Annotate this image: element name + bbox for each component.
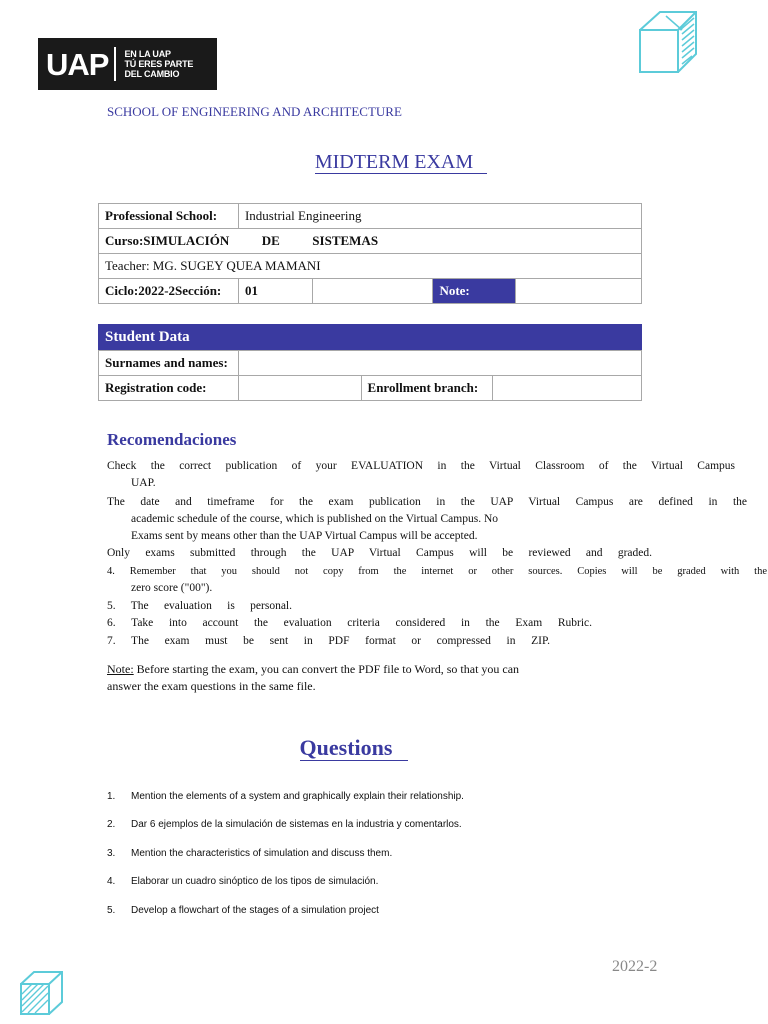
professional-school-value: Industrial Engineering	[238, 204, 641, 229]
enrollment-label: Enrollment branch:	[361, 376, 493, 401]
enrollment-field[interactable]	[493, 376, 642, 401]
note-label: Note:	[107, 662, 134, 676]
cube-icon	[18, 968, 66, 1018]
question-item	[107, 905, 464, 933]
teacher-name: Teacher: MG. SUGEY QUEA MAMANI	[99, 254, 642, 279]
exam-title	[0, 151, 768, 174]
exam-title-text: MIDTERM EXAM	[315, 151, 487, 174]
logo-mark: UAP	[46, 46, 109, 82]
surnames-label: Surnames and names:	[99, 351, 239, 376]
course-label: Curso:SIMULACIÓN	[105, 233, 230, 248]
note-value-field[interactable]	[516, 279, 642, 304]
school-name: SCHOOL OF ENGINEERING AND ARCHITECTURE	[107, 104, 402, 119]
course-name	[99, 229, 642, 254]
questions-title	[0, 735, 768, 761]
table-row	[99, 279, 642, 304]
recommendation-item: 5. The evaluation is personal.	[107, 600, 292, 612]
question-text: Elaborar un cuadro sinóptico de los tipos de simulación.	[131, 876, 379, 888]
recommendation-item-cont: academic schedule of the course, which is published on the Virtual Campus. No	[131, 513, 499, 525]
recommendation-item-cont: zero score ("00").	[131, 582, 213, 594]
question-text: Develop a flowchart of the stages of a simulation project	[131, 904, 379, 916]
logo-tagline-line: EN LA UAP	[124, 49, 171, 59]
recommendation-item: 4. Remember that you should not copy from the internet or other sources. Copies will be graded with the	[107, 566, 767, 577]
student-data-heading: Student Data	[98, 324, 642, 350]
question-number: 5.	[107, 904, 116, 916]
question-number: 1.	[107, 791, 116, 802]
question-text: Mention the elements of a system and graphically explain their relationship.	[131, 791, 464, 802]
question-text: Mention the characteristics of simulation and discuss them.	[131, 847, 393, 859]
recommendation-item-cont: Exams sent by means other than the UAP Virtual Campus will be accepted.	[131, 530, 478, 542]
question-number: 2.	[107, 819, 116, 831]
logo-tagline-line: TÚ ERES PARTE	[124, 59, 194, 69]
recommendation-item-cont: UAP.	[131, 477, 156, 489]
registration-field[interactable]	[238, 376, 361, 401]
question-item	[107, 876, 464, 904]
logo-tagline-line: DEL CAMBIO	[124, 69, 180, 79]
professional-school-label: Professional School:	[99, 204, 239, 229]
recommendation-item: The date and timeframe for the exam publication in the UAP Virtual Campus are defined in the	[107, 496, 747, 508]
cycle-section-label: Ciclo:2022-2Sección:	[99, 279, 239, 304]
uap-logo	[38, 38, 217, 90]
logo-tagline	[124, 49, 193, 79]
question-item	[107, 791, 464, 819]
note-line: answer the exam questions in the same file.	[107, 679, 316, 693]
note-line	[107, 661, 519, 678]
question-number: 3.	[107, 847, 116, 859]
recommendations-title: Recomendaciones	[107, 430, 237, 449]
table-row	[99, 351, 642, 376]
table-row	[99, 376, 642, 401]
note-paragraph	[107, 661, 519, 695]
question-text: Dar 6 ejemplos de la simulación de sistemas en la industria y comentarlos.	[131, 819, 462, 831]
questions-title-text: Questions	[300, 735, 409, 761]
course-info-table	[98, 203, 642, 304]
question-item	[107, 848, 464, 876]
question-number: 4.	[107, 876, 116, 888]
note-label: Note:	[433, 279, 516, 304]
course-de: DE	[261, 233, 280, 248]
empty-cell	[312, 279, 433, 304]
recommendation-item: 6. Take into account the evaluation criteria considered in the Exam Rubric.	[107, 617, 592, 629]
table-row	[99, 204, 642, 229]
questions-list	[107, 791, 464, 933]
logo-separator	[114, 47, 116, 81]
surnames-field[interactable]	[238, 351, 641, 376]
question-item	[107, 819, 464, 847]
registration-label: Registration code:	[99, 376, 239, 401]
cube-icon	[636, 8, 700, 76]
recommendation-item: 7. The exam must be sent in PDF format or compressed in ZIP.	[107, 635, 550, 647]
recommendation-item: Only exams submitted through the UAP Virtual Campus will be reviewed and graded.	[107, 547, 652, 559]
footer-year: 2022-2	[612, 958, 658, 975]
student-data-table	[98, 350, 642, 401]
table-row	[99, 229, 642, 254]
table-row	[99, 254, 642, 279]
note-text: Before starting the exam, you can convert the PDF file to Word, so that you can	[133, 662, 520, 676]
course-sistemas: SISTEMAS	[312, 233, 379, 248]
section-value: 01	[238, 279, 312, 304]
recommendation-item: Check the correct publication of your EVALUATION in the Virtual Classroom of the Virtual Campus	[107, 460, 735, 472]
